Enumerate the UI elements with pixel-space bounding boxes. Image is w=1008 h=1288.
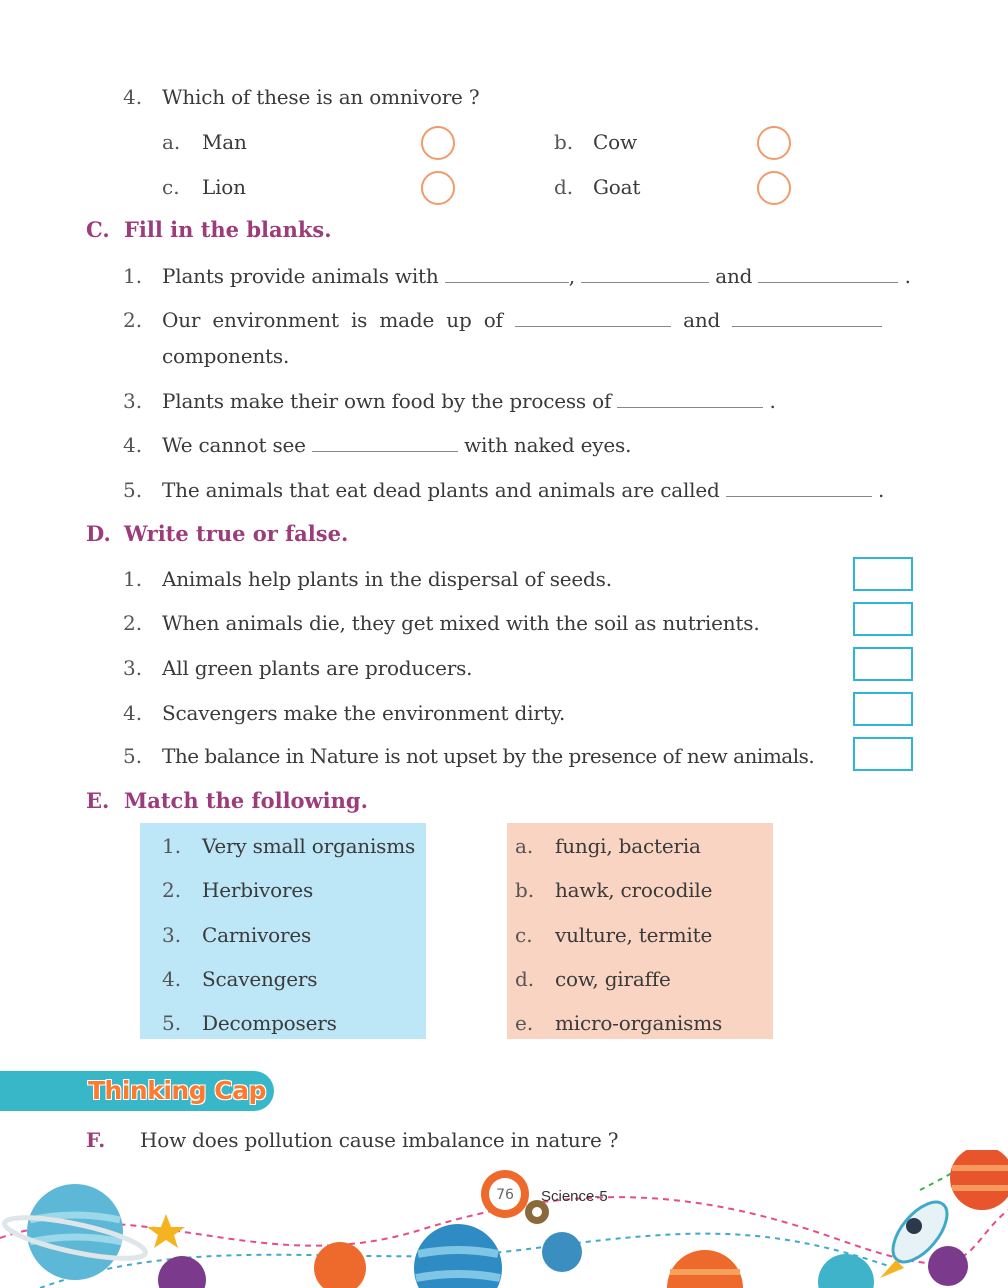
blue-planet-icon [414, 1224, 502, 1288]
c3-blank[interactable] [617, 389, 763, 408]
section-d-title: Write true or false. [124, 521, 349, 546]
d2-text: When animals die, they get mixed with the soil as nutrients. [162, 611, 760, 635]
q4-option-d-circle[interactable] [757, 171, 791, 205]
c2-blank-1[interactable] [515, 308, 671, 327]
d4-answer-box[interactable] [853, 692, 913, 726]
c1-period: . [904, 264, 911, 288]
c2-line-2: components. [162, 344, 290, 368]
q4-option-b-circle[interactable] [757, 126, 791, 160]
c2-and: and [683, 308, 721, 332]
c2-blank-2[interactable] [732, 308, 882, 327]
e-right-a-letter: a. [515, 834, 534, 858]
q4-number: 4. [123, 85, 143, 109]
d1-number: 1. [123, 567, 143, 591]
e-left-5-text[interactable]: Decomposers [202, 1011, 337, 1035]
q4-option-a-text: Man [202, 130, 247, 154]
c4-line [162, 432, 631, 458]
e-left-3-number: 3. [162, 923, 182, 947]
purple-planet-icon [158, 1256, 206, 1288]
c5-blank[interactable] [726, 478, 872, 497]
space-footer-illustration [0, 1150, 1008, 1288]
q4-option-d-text: Goat [593, 175, 641, 199]
c1-and: and [715, 264, 753, 288]
e-left-2-text[interactable]: Herbivores [202, 878, 314, 902]
d4-text: Scavengers make the environment dirty. [162, 701, 566, 725]
d5-text: The balance in Nature is not upset by the presence of new animals. [162, 744, 815, 768]
q4-option-b-letter: b. [554, 130, 574, 154]
e-right-e-text[interactable]: micro-organisms [555, 1011, 723, 1035]
e-right-c-letter: c. [515, 923, 533, 947]
e-right-b-text[interactable]: hawk, crocodile [555, 878, 713, 902]
q4-question: Which of these is an omnivore ? [162, 85, 480, 109]
section-c-title: Fill in the blanks. [124, 217, 332, 242]
f-letter: F. [86, 1128, 106, 1152]
c4-text-end: with naked eyes. [464, 433, 632, 457]
section-c-letter: C. [86, 217, 110, 242]
e-left-4-text[interactable]: Scavengers [202, 967, 318, 991]
q4-option-c-circle[interactable] [421, 171, 455, 205]
section-e-heading [86, 787, 368, 815]
c3-text-start: Plants make their own food by the process of [162, 389, 612, 413]
d1-text: Animals help plants in the dispersal of seeds. [162, 567, 612, 591]
c3-period: . [769, 389, 776, 413]
e-right-a-text[interactable]: fungi, bacteria [555, 834, 701, 858]
e-right-e-letter: e. [515, 1011, 534, 1035]
red-planet-icon [950, 1150, 1008, 1210]
section-c-heading [86, 216, 332, 244]
c1-text-start: Plants provide animals with [162, 264, 439, 288]
c5-period: . [877, 478, 885, 502]
star-icon [147, 1214, 185, 1248]
e-right-b-letter: b. [515, 878, 535, 902]
d5-number: 5. [123, 744, 143, 768]
page-number: 76 [496, 1187, 514, 1203]
earth-icon [542, 1232, 582, 1272]
e-left-1-text[interactable]: Very small organisms [202, 834, 416, 858]
c4-blank[interactable] [312, 433, 458, 452]
c2-text-start: Our environment is made up of [162, 308, 503, 332]
e-right-c-text[interactable]: vulture, termite [555, 923, 713, 947]
c1-line [162, 263, 911, 289]
orange-planet-icon [314, 1242, 366, 1288]
d3-text: All green plants are producers. [162, 656, 473, 680]
c5-text-start: The animals that eat dead plants and animals are called [162, 478, 720, 502]
e-right-d-letter: d. [515, 967, 535, 991]
striped-planet-icon [667, 1250, 743, 1288]
d3-number: 3. [123, 656, 143, 680]
c1-blank-2[interactable] [581, 264, 709, 283]
q4-option-a-letter: a. [162, 130, 181, 154]
c3-number: 3. [123, 389, 143, 413]
e-left-3-text[interactable]: Carnivores [202, 923, 312, 947]
thinking-cap-title: Thinking Cap [88, 1076, 266, 1105]
c1-blank-1[interactable] [445, 264, 569, 283]
e-left-2-number: 2. [162, 878, 182, 902]
q4-option-b-text: Cow [593, 130, 637, 154]
section-e-letter: E. [86, 788, 110, 813]
c3-line [162, 388, 776, 414]
section-d-letter: D. [86, 521, 111, 546]
q4-option-d-letter: d. [554, 175, 574, 199]
c5-number: 5. [123, 478, 143, 502]
c4-text-start: We cannot see [162, 433, 306, 457]
d3-answer-box[interactable] [853, 647, 913, 681]
d1-answer-box[interactable] [853, 557, 913, 591]
d4-number: 4. [123, 701, 143, 725]
e-left-5-number: 5. [162, 1011, 182, 1035]
q4-option-a-circle[interactable] [421, 126, 455, 160]
book-label: Science-5 [541, 1188, 608, 1205]
c5-line [162, 477, 884, 503]
violet-planet-icon [928, 1246, 968, 1286]
q4-option-c-text: Lion [202, 175, 246, 199]
e-left-4-number: 4. [162, 967, 182, 991]
e-left-1-number: 1. [162, 834, 182, 858]
d2-answer-box[interactable] [853, 602, 913, 636]
c2-number: 2. [123, 308, 143, 332]
f-question: How does pollution cause imbalance in nature ? [140, 1128, 619, 1152]
c1-blank-3[interactable] [758, 264, 898, 283]
e-right-d-text[interactable]: cow, giraffe [555, 967, 671, 991]
c1-comma: , [568, 264, 575, 288]
q4-option-c-letter: c. [162, 175, 180, 199]
d2-number: 2. [123, 611, 143, 635]
c1-number: 1. [123, 264, 143, 288]
section-d-heading [86, 520, 348, 548]
d5-answer-box[interactable] [853, 737, 913, 771]
c4-number: 4. [123, 433, 143, 457]
section-e-title: Match the following. [124, 788, 368, 813]
c2-line [162, 307, 882, 333]
